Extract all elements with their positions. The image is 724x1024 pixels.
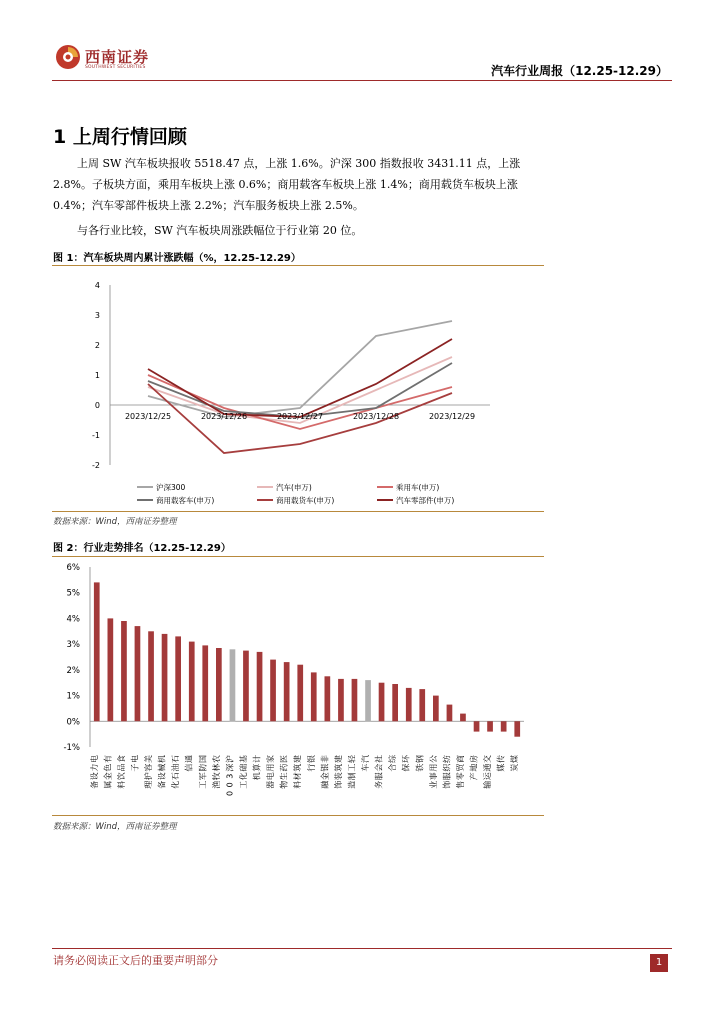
- x-tick-label-group: [306, 755, 316, 772]
- x-tick-label: 2023/12/28: [352, 412, 400, 421]
- figure2-bottom-rule: [52, 815, 544, 816]
- bar-27: [460, 714, 466, 722]
- bar-12: [257, 652, 263, 721]
- bar-20: [365, 680, 371, 721]
- x-tick-char: 会: [374, 763, 384, 772]
- x-tick-char: 地: [469, 763, 479, 772]
- x-tick-char: 农: [211, 755, 221, 763]
- y-tick-label: 4: [94, 281, 100, 290]
- x-tick-char: 化: [171, 780, 181, 789]
- legend-label-5: 汽车零部件(申万): [396, 496, 455, 505]
- x-tick-char: 筑: [333, 763, 343, 772]
- x-tick-label: 2023/12/27: [276, 412, 324, 421]
- x-tick-char: 沪: [225, 755, 235, 763]
- x-tick-char: 生: [279, 772, 289, 781]
- x-tick-label-group: [292, 755, 302, 789]
- x-tick-label-group: [143, 755, 153, 789]
- y-tick-label: 0: [94, 401, 100, 410]
- logo-emblem-icon: [55, 44, 81, 70]
- x-tick-char: 备: [157, 780, 167, 789]
- figure1-top-rule: [52, 265, 544, 266]
- x-tick-char: 深: [225, 763, 235, 772]
- bar-1: [108, 618, 114, 721]
- footer-disclaimer: 请务必阅读正文后的重要声明部分: [53, 954, 218, 967]
- x-tick-label-group: [157, 755, 167, 789]
- x-tick-char: 料: [293, 780, 303, 789]
- bar-18: [338, 679, 344, 721]
- x-tick-char: 护: [144, 772, 153, 781]
- y-tick-label: 4%: [66, 614, 80, 625]
- y-tick-label: 1%: [66, 691, 80, 702]
- bar-19: [352, 679, 358, 721]
- y-tick-label: -1%: [63, 743, 80, 753]
- x-tick-char: 环: [401, 755, 411, 763]
- bar-10: [230, 649, 236, 721]
- x-tick-char: 建: [333, 755, 343, 763]
- x-tick-char: 用: [428, 763, 438, 772]
- x-tick-label-group: [211, 755, 221, 789]
- x-tick-char: 铁: [415, 763, 425, 772]
- x-tick-label-group: [116, 755, 126, 789]
- x-tick-label-group: [319, 755, 329, 789]
- x-tick-char: 美: [144, 755, 153, 763]
- bar-23: [406, 688, 412, 721]
- x-tick-label-group: [102, 755, 112, 789]
- x-tick-char: 机: [157, 755, 167, 763]
- x-tick-label-group: [469, 755, 479, 780]
- x-tick-char: 材: [293, 772, 303, 781]
- x-tick-char: 色: [103, 763, 113, 772]
- x-tick-char: 交: [483, 755, 493, 763]
- bar-4: [148, 631, 154, 721]
- x-tick-char: 贸: [456, 763, 465, 772]
- bar-26: [447, 705, 453, 722]
- x-tick-char: 用: [266, 763, 276, 772]
- x-tick-char: 钢: [415, 755, 425, 763]
- x-tick-char: 牧: [211, 772, 221, 781]
- x-tick-char: 信: [184, 763, 194, 772]
- x-tick-char: 料: [116, 780, 126, 789]
- bar-31: [514, 721, 520, 736]
- x-tick-char: 计: [252, 755, 262, 763]
- x-tick-char: 械: [157, 763, 167, 772]
- x-tick-char: 电: [89, 755, 99, 763]
- x-tick-char: 保: [401, 763, 411, 772]
- x-tick-label: 2023/12/29: [428, 412, 476, 421]
- x-tick-char: 社: [374, 755, 384, 763]
- x-tick-char: 轻: [347, 755, 357, 763]
- x-tick-label-group: [441, 755, 451, 789]
- x-tick-char: 商: [456, 755, 465, 763]
- x-tick-char: 家: [266, 755, 276, 763]
- x-tick-char: 石: [171, 755, 181, 763]
- x-tick-char: 制: [347, 772, 357, 781]
- x-tick-char: 渔: [211, 780, 221, 789]
- x-tick-char: 子: [130, 763, 140, 772]
- x-tick-char: 防: [198, 763, 208, 772]
- x-tick-char: 设: [89, 772, 99, 781]
- bar-21: [379, 683, 385, 722]
- y-tick-label: -2: [92, 461, 100, 470]
- x-tick-char: 0: [225, 790, 235, 796]
- logo-cn-text: 西南证券: [85, 48, 150, 66]
- x-tick-label-group: [333, 755, 343, 789]
- x-tick-char: 工: [239, 780, 248, 789]
- x-tick-char: 装: [333, 772, 343, 781]
- bar-25: [433, 696, 439, 722]
- x-tick-char: 传: [496, 755, 506, 763]
- legend-label-1: 汽车(申万): [276, 483, 312, 492]
- x-tick-char: 理: [144, 780, 153, 789]
- logo-en-text: SOUTHWEST SECURITIES: [85, 65, 146, 70]
- x-tick-char: 零: [456, 772, 465, 781]
- x-tick-char: 车: [361, 763, 370, 772]
- legend-label-4: 商用载货车(申万): [276, 496, 335, 505]
- bar-9: [216, 648, 222, 721]
- x-tick-char: 建: [293, 755, 303, 763]
- x-tick-char: 银: [306, 755, 316, 763]
- bar-16: [311, 672, 317, 721]
- header-divider: [52, 80, 672, 81]
- x-tick-char: 业: [428, 780, 438, 789]
- bar-chart: [52, 558, 544, 812]
- x-tick-char: 金: [103, 772, 113, 781]
- x-tick-char: 运: [483, 772, 493, 781]
- bar-2: [121, 621, 127, 721]
- x-tick-char: 药: [279, 763, 289, 772]
- bar-13: [270, 660, 276, 722]
- figure2-title: 图 2：行业走势排名（12.25-12.29）: [53, 543, 231, 554]
- bar-6: [175, 636, 181, 721]
- x-tick-char: 煤: [510, 755, 520, 763]
- section-title: 1 上周行情回顾: [53, 126, 187, 148]
- figure1-bottom-rule: [52, 511, 544, 512]
- x-tick-label-group: [265, 755, 275, 789]
- x-tick-label-group: [482, 755, 492, 789]
- x-tick-char: 公: [428, 755, 438, 763]
- x-tick-char: 汽: [361, 755, 370, 763]
- x-tick-char: 工: [347, 763, 357, 772]
- ranking-paragraph: 与各行业比较，SW 汽车板块周涨跌幅位于行业第 20 位。: [77, 224, 363, 237]
- bar-30: [501, 721, 507, 731]
- y-tick-label: 3: [94, 311, 100, 320]
- x-tick-char: 机: [252, 772, 262, 781]
- y-tick-label: 3%: [66, 640, 80, 651]
- bar-28: [474, 721, 480, 731]
- x-tick-char: 食: [116, 755, 126, 763]
- x-tick-char: 通: [483, 763, 493, 772]
- x-tick-char: 电: [266, 772, 276, 781]
- company-logo: [55, 44, 155, 76]
- x-tick-char: 非: [320, 755, 330, 763]
- bar-29: [487, 721, 493, 731]
- x-tick-char: 纺: [442, 755, 452, 763]
- figure1-title: 图 1：汽车板块周内累计涨跌幅（%，12.25-12.29）: [53, 253, 301, 264]
- x-tick-label-group: [455, 755, 465, 789]
- x-tick-label-group: [198, 755, 207, 789]
- x-tick-label-group: [428, 755, 438, 789]
- x-tick-label-group: [496, 755, 506, 772]
- x-tick-label-group: [130, 755, 140, 772]
- x-tick-char: 织: [442, 763, 452, 772]
- bar-22: [392, 684, 398, 721]
- x-tick-label-group: [224, 755, 234, 796]
- x-tick-char: 售: [456, 780, 465, 789]
- x-tick-char: 油: [171, 763, 181, 772]
- report-title: 汽车行业周报（12.25-12.29）: [491, 64, 668, 78]
- x-tick-char: 饮: [116, 772, 126, 781]
- market-review-paragraph: 上周 SW 汽车板块报收 5518.47 点，上涨 1.6%。沪深 300 指数报收 3431.11 点，上涨 2.8%。子板块方面，乘用车板块上涨 0.6%；商用载客车板块上涨 1.4%；商用载货车板块上涨 0.4%；汽车零部件板块上涨 2.2%；汽车服务板块上涨 2.5%。: [53, 157, 521, 212]
- y-tick-label: 1: [94, 371, 100, 380]
- x-tick-char: 事: [428, 772, 438, 781]
- x-tick-label-group: [360, 755, 370, 772]
- x-tick-char: 器: [266, 780, 276, 789]
- bar-24: [419, 689, 425, 721]
- x-tick-char: 军: [198, 772, 208, 781]
- y-tick-label: 5%: [66, 588, 80, 599]
- bar-11: [243, 651, 249, 722]
- x-tick-label-group: [402, 754, 411, 772]
- figure1-source: 数据来源：Wind，西南证券整理: [53, 517, 177, 527]
- x-tick-char: 服: [374, 772, 384, 781]
- x-tick-char: 0: [225, 782, 235, 788]
- x-tick-char: 物: [279, 780, 289, 789]
- x-tick-char: 容: [144, 763, 153, 772]
- x-tick-char: 医: [279, 755, 289, 763]
- x-tick-label-group: [279, 755, 289, 789]
- x-tick-char: 银: [320, 763, 330, 772]
- bar-8: [202, 645, 208, 721]
- x-tick-char: 林: [211, 763, 221, 772]
- x-tick-label-group: [170, 755, 180, 789]
- y-tick-label: 2%: [66, 665, 80, 676]
- x-tick-char: 行: [306, 763, 316, 772]
- x-tick-label-group: [89, 755, 99, 789]
- legend-label-0: 沪深300: [156, 483, 186, 492]
- x-tick-char: 3: [225, 773, 235, 779]
- x-tick-char: 媒: [496, 763, 506, 772]
- bar-5: [162, 634, 168, 721]
- x-tick-char: 算: [252, 763, 262, 772]
- footer-divider: [52, 948, 672, 949]
- x-tick-char: 金: [320, 772, 330, 781]
- bar-3: [135, 626, 141, 721]
- x-tick-char: 化: [239, 772, 248, 781]
- x-tick-char: 融: [320, 780, 330, 789]
- legend-label-2: 乘用车(申万): [396, 483, 440, 492]
- bar-0: [94, 582, 100, 721]
- x-tick-char: 服: [442, 772, 452, 781]
- x-tick-char: 力: [89, 763, 99, 772]
- x-tick-char: 基: [239, 755, 248, 763]
- x-tick-char: 造: [347, 780, 357, 789]
- x-tick-label-group: [374, 755, 384, 789]
- x-tick-char: 通: [184, 755, 194, 763]
- x-tick-label-group: [414, 755, 424, 772]
- x-tick-char: 品: [116, 763, 126, 772]
- x-tick-char: 设: [157, 772, 167, 781]
- x-tick-char: 国: [198, 755, 208, 763]
- x-tick-char: 电: [130, 755, 140, 763]
- x-tick-label: 2023/12/26: [200, 412, 248, 421]
- bar-15: [297, 665, 303, 722]
- y-tick-label: 6%: [66, 563, 80, 573]
- x-tick-label-group: [184, 755, 194, 772]
- x-tick-char: 房: [469, 755, 479, 763]
- legend-label-3: 商用载客车(申万): [156, 496, 215, 505]
- figure2-source: 数据来源：Wind，西南证券整理: [53, 822, 177, 832]
- bar-17: [325, 676, 331, 721]
- x-tick-char: 石: [171, 772, 181, 781]
- x-tick-char: 产: [469, 772, 479, 781]
- x-tick-char: 炭: [510, 763, 520, 772]
- x-tick-label-group: [509, 755, 519, 772]
- line-chart: [52, 268, 544, 508]
- x-tick-label-group: [347, 754, 357, 789]
- x-tick-char: 综: [388, 755, 398, 763]
- x-tick-char: 合: [388, 763, 398, 772]
- page-number: 1: [650, 954, 668, 972]
- x-tick-char: 筑: [293, 763, 303, 772]
- x-tick-label-group: [238, 755, 248, 789]
- bar-7: [189, 642, 195, 722]
- y-tick-label: -1: [92, 431, 100, 440]
- x-tick-char: 有: [103, 755, 113, 763]
- y-tick-label: 0%: [66, 717, 80, 728]
- x-tick-char: 础: [239, 763, 248, 772]
- x-tick-label: 2023/12/25: [124, 412, 172, 421]
- x-tick-char: 工: [198, 780, 208, 789]
- x-tick-label-group: [387, 754, 397, 772]
- x-tick-label-group: [252, 755, 262, 780]
- x-tick-char: 饰: [333, 780, 343, 789]
- x-tick-char: 属: [103, 780, 113, 789]
- x-tick-char: 饰: [442, 780, 452, 789]
- x-tick-char: 备: [89, 780, 99, 789]
- bar-14: [284, 662, 290, 721]
- x-tick-char: 务: [374, 780, 384, 789]
- figure2-top-rule: [52, 556, 544, 557]
- y-tick-label: 2: [94, 341, 100, 350]
- x-tick-char: 输: [483, 780, 493, 789]
